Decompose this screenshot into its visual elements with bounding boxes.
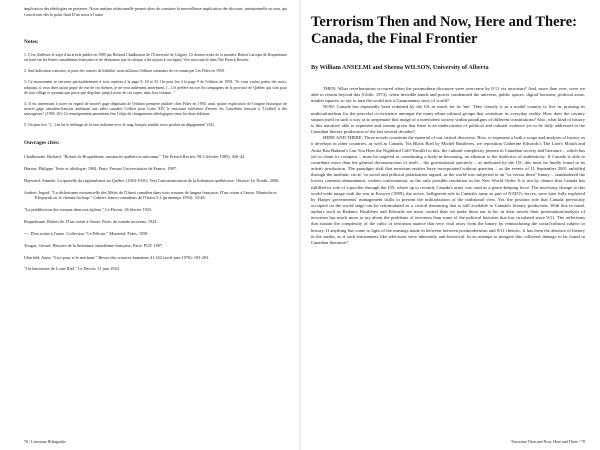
citation: Roquebrune, Robert de. D'un océan à l'autre. Paris: du monde nouveau, 1924. [24, 218, 158, 224]
notes-list [24, 53, 287, 128]
body-paragraph: THEN: What reverberations occurred when the postmodern discourse were overcome by 9/11 via terrorism? And, more than ever, were we able to reason beyond this (Chile: 1973), when invisible hands and power condemned the universe, public spaces, digital horizons, political areas, market squares, to say to turn the world into a Guantanamo story of world? [311, 86, 585, 104]
note-item: 5. On peut lire: "[...] en lui le mélange de la race indienne avec le sang français semble avoir produit un dégagement" (34). [24, 123, 215, 128]
citation: "Un lancement de Louis Riel." Le Devoir. 11 juin 1923. [24, 266, 120, 272]
note-item: 4. Il est intéressant à noter en regard de nouvel gage déguisant de l'édition première publiée chez Fides en 1958, ainsi qu'une explication de l'origine historique de nouvel gage canadien-français attribuant aux idées causales Colbert pour Louis XIV le rencontre inférieure d'envier les Canadiens français à "[s'allier] à des sauvagesses" (1958: 20). Ce renseignement permettant être l'objet de changements idéologiques entre les deux éditions. [24, 101, 287, 116]
article-byline: By William ANSELMI and Sheena WILSON, University of Alberta [311, 64, 489, 71]
citation: Hayward, Annette. La querelle du régionalisme au Québec (1904-1931): Vers l'autonomisation de la littérature québécoise. Ottawa: Le Nordir, 2006. [24, 177, 280, 183]
right-page [303, 0, 600, 450]
body-paragraph: HERE AND THERE: Three novels constitute the material of our critical discourse. How, to represent a both a scope and analysis of history as it develops in other countries, as well as Canada. Via Black Bird by Michel Basilières, we reposition Catherine Edwards's The Lion's Mouth and Anita Rau Badami's Can You Hear the Nightbird Call? Parallel to this, the cultural complexity present in Canadian society and literature – which has yet to claim its conquest – must be targeted as constituting a body-in-becoming, an allusion to the dialectics of authenticity. If Canada is able to contribute more than the general deconstruction of itself – the gravitational spectacle – as indicated by the US, this must be finally found in its artistic production. The paradigm shift that terrorism entities have incorporated without question – as the events of 11 September 2001 unfolded through the mediatic circle, 'in social and political polarization argued, as the world was subjected to an "us versus them" binary – standardized the lowest common denominator, violent confrontation, as the only possible resolution in the New World Order. It is not by chance that Canada has fulfilled its role of a pacifier through the UN, where up to recently Canada's army was used as a peace-keeping force. The necessary change to this world-wide image with the war in Kosovo (1999), the active, belligerent role in Canada's army as part of NATO's forces, were later fully exploited by Harper governments' management skills to present the militarization of the traditional view. Yet, the position role that Canada previously occupied on the world stage can be reformulated as a critical distancing that is still available to Canada's literary production. With this in mind, authors such as Badami, Basilières and Edwards are more central than we make them out to be: in their novels their presentation/analysis of terrorism has much more to say about the problems of terrorism than some of the political histories that has circulated since 9/11. The reflections that sustain the complexity of the cubic of terrorism nuance that very vital away from the binary by reintroducing the social/cultural subject to history. If anything has come to light of the musings made in between between postmodernism and 9/11 rhetoric, it has been the absence of history in the media, as if such instruments like television were inherently anti-historical. In an attempt to mitigate this collateral damage to be found in Canadian literature? [311, 135, 585, 245]
notes-heading: Notes: [24, 39, 39, 46]
right-page-footer: Terrorism Then and Now, Here and There / 79 [510, 439, 585, 444]
citation: Joubert, Ingrid. "La dichotomie existentielle des Métis de l'Ouest canadien dans trois romans de langue française: D'un océan à l'autre, Manitoba et Tchipayuk ou le chemin du loup." Cahiers franco-canadiens de l'Ouest 5.1 (printemps 1993): 33-46. [24, 189, 277, 201]
citation: "La prédilection des romans dans nos églises." Le Devoir. 26 février 1923. [24, 206, 153, 212]
citation: Uberfeld, Anne. "Lire pour et le méchant." Revue des sciences humaines 41.162 (avril-juin 1976): 193-203. [24, 254, 210, 260]
intro-paragraph: implication des idéologies en présence. Notre analyse relationnelle permet alors de constater la merveilleuse implication des discours, intentionnelle ou non, qui s'inscrivent dès le point final D'un actea à l'autre. [24, 6, 287, 17]
article-body [311, 86, 585, 246]
citation: ---. D'un océan à l'autre. Collection "Le Pélican." Montréal: Fides, 1958. [24, 230, 149, 236]
body-paragraph: NOW: Canada has repeatedly been ordained by the US as much for its 'me.' They classify it as a model country to live in, praising its multiculturalism for the peaceful co-existence amongst the many ethno-cultural groups that constitute its everyday reality. How does the country sustain itself in such a way as to perpetuate this image of a nonviolent society within paradigms of different constitutions? Also, what kind of history is this narrative able to represent and sustain given that there is an undercurrent of political and cultural violence yet to be fully addressed in the Canadian literary production of the last several decades? [311, 104, 585, 135]
article-title: Terrorism Then and Now, Here and There: Canada, the Final Frontier [311, 14, 577, 47]
citation: Tougas, Gérard. Histoire de la littérature canadienne-française. Paris: PUF, 1967. [24, 242, 164, 248]
note-item: 1. C'est d'ailleurs le sujet d'un article publié en 1985 par Richard Chadbourne de l'Université de Calgary. Ce dernier traite de la manière Robert Laroque de Roquebrune est basé sur les lettres canadiennes-françaises et de démontrer que la critique a été injuste à son égard. Voir sous-article dans The French Review. [24, 53, 287, 63]
page-gutter [299, 0, 301, 450]
citation: Chadbourne, Richard. "Robert de Roquebrune, romancier québécois méconnu." The French Review 58.3 (février 1985): 436-44. [24, 154, 246, 160]
left-page-footer: 76 / Literature Bilingualis [24, 439, 66, 444]
works-cited-list [24, 154, 287, 272]
works-cited-heading: Ouvrages cités: [24, 140, 60, 147]
citation: Harson, Philippe. Texte et idéologie. 1984. Paris: Presses Universitaires de France, 1997. [24, 166, 177, 172]
note-item: 3. Ce mouvement se retrouve particulièrement à trois reprises à la page 9, 18 et 33. On peut lire à la page 9 de l'édition de 1958: "Si vous voulez parler des noirs, rabjauni, si vous dites qu'un pique de vue de ces thèmes, je ne veut nullement antériment. [...] Je préfère encore les campagnes de la province de Québec qui sont pour de tout village et ajoutant que parce que dégoûter jusqu'à avoir de ces sujets, dans leur volume..." [24, 80, 287, 95]
left-page [0, 0, 297, 450]
note-item: 2. Sinf indication contraire, et pour des raisons de lisibilité, nous utilisons l'édition sommaire de ce roman par Les Fides en 1958. [24, 69, 225, 74]
